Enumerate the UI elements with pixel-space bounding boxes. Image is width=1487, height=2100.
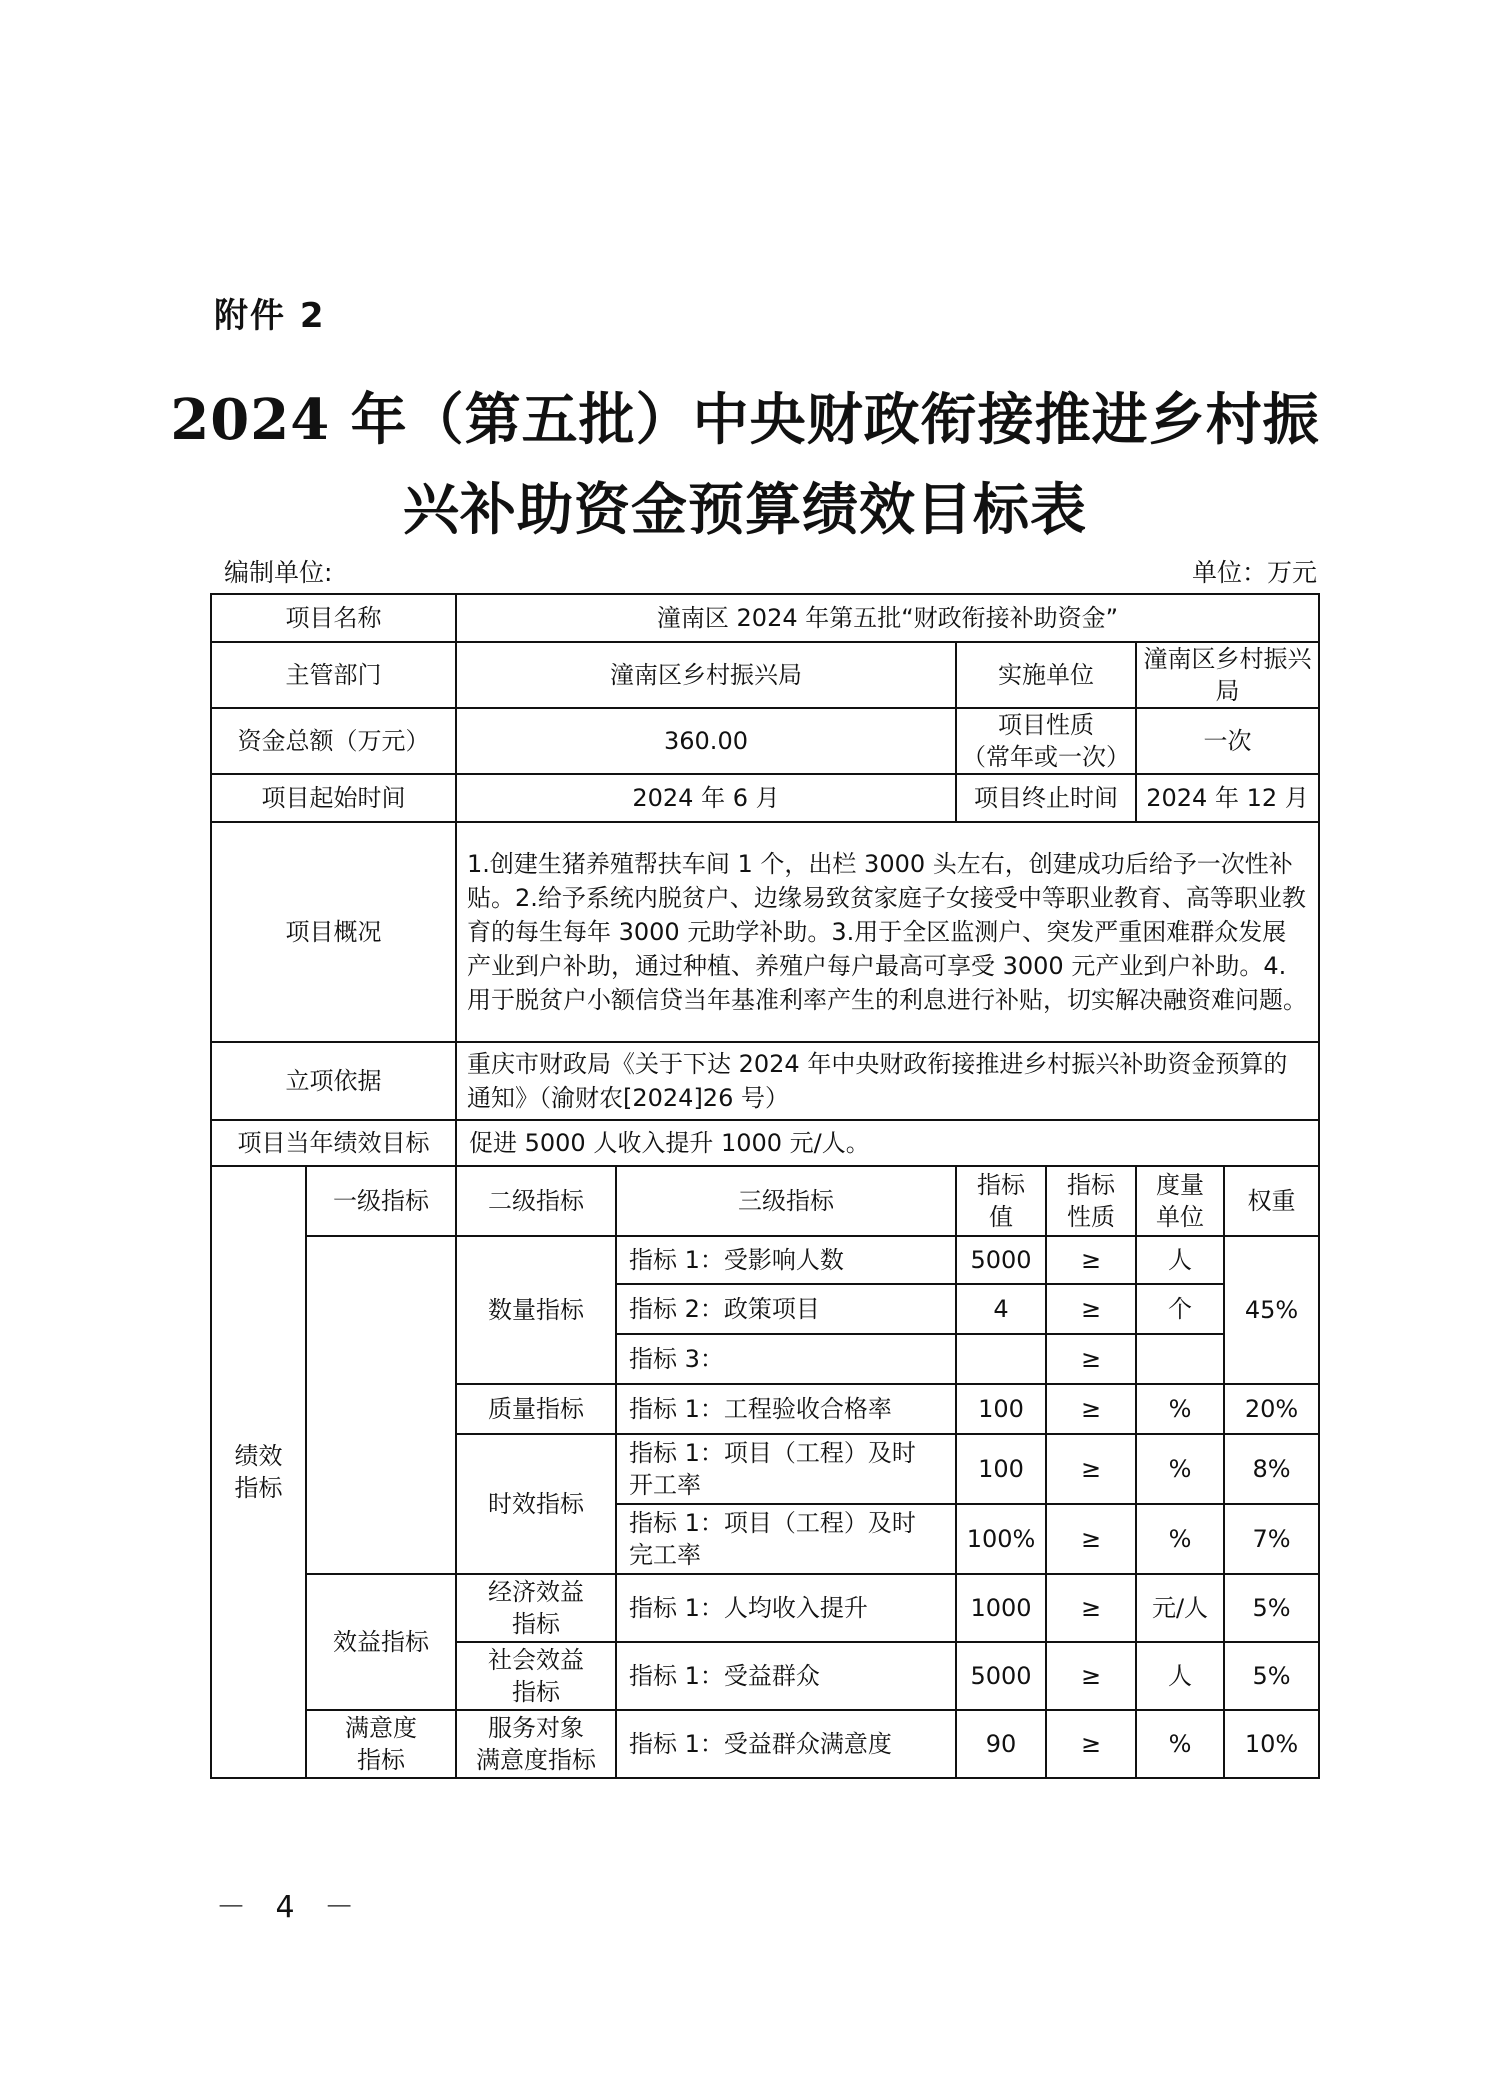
timeliness-2-unit: % [1136, 1504, 1224, 1574]
satisfaction-sub-line-1: 服务对象 [488, 1714, 584, 1742]
social-label [456, 1642, 616, 1710]
social-name: 指标 1：受益群众 [616, 1642, 956, 1710]
satisfaction-label [306, 1710, 456, 1778]
quality-label: 质量指标 [456, 1384, 616, 1434]
quantity-1-unit: 人 [1136, 1236, 1224, 1284]
dept-label: 主管部门 [211, 642, 456, 708]
social-label-line-2: 指标 [512, 1678, 560, 1706]
row-benefit-economic [211, 1574, 1319, 1642]
row-project-name [211, 594, 1319, 642]
row-quantity-1 [211, 1236, 1319, 1284]
timeliness-1-name-line-2: 开工率 [629, 1471, 701, 1499]
timeliness-1-name-line-1: 指标 1：项目（工程）及时 [629, 1439, 916, 1467]
goal-value: 促进 5000 人收入提升 1000 元/人。 [456, 1120, 1319, 1166]
row-indicator-header [211, 1166, 1319, 1236]
quantity-3-value [956, 1334, 1046, 1384]
section-label-line-1: 绩效 [234, 1442, 283, 1470]
timeliness-1-unit: % [1136, 1434, 1224, 1504]
row-overview [211, 822, 1319, 1042]
attachment-label: 附件 2 [214, 296, 326, 336]
quantity-2-nature: ≥ [1046, 1284, 1136, 1334]
satisfaction-sub-label [456, 1710, 616, 1778]
quality-name: 指标 1：工程验收合格率 [616, 1384, 956, 1434]
social-value: 5000 [956, 1642, 1046, 1710]
satisfaction-weight: 10% [1224, 1710, 1319, 1778]
overview-label: 项目概况 [211, 822, 456, 1042]
economic-weight: 5% [1224, 1574, 1319, 1642]
quality-value: 100 [956, 1384, 1046, 1434]
quality-unit: % [1136, 1384, 1224, 1434]
social-unit: 人 [1136, 1642, 1224, 1710]
quantity-2-name: 指标 2：政策项目 [616, 1284, 956, 1334]
timeliness-2-nature: ≥ [1046, 1504, 1136, 1574]
satisfaction-nature: ≥ [1046, 1710, 1136, 1778]
satisfaction-unit: % [1136, 1710, 1224, 1778]
header-level1: 一级指标 [306, 1166, 456, 1236]
header-unit [1136, 1166, 1224, 1236]
document-title-line-2: 兴补助资金预算绩效目标表 [403, 477, 1087, 543]
row-basis [211, 1042, 1319, 1120]
satisfaction-name: 指标 1：受益群众满意度 [616, 1710, 956, 1778]
quality-nature: ≥ [1046, 1384, 1136, 1434]
timeliness-1-name [616, 1434, 956, 1504]
goal-label: 项目当年绩效目标 [211, 1120, 456, 1166]
timeliness-1-nature: ≥ [1046, 1434, 1136, 1504]
timeliness-2-name-line-2: 完工率 [629, 1541, 701, 1569]
quantity-2-value: 4 [956, 1284, 1046, 1334]
end-value: 2024 年 12 月 [1136, 774, 1319, 822]
timeliness-2-name-line-1: 指标 1：项目（工程）及时 [629, 1509, 916, 1537]
satisfaction-value: 90 [956, 1710, 1046, 1778]
header-unit-line-1: 度量 [1156, 1171, 1204, 1199]
basis-label: 立项依据 [211, 1042, 456, 1120]
timeliness-2-weight: 7% [1224, 1504, 1319, 1574]
impl-label: 实施单位 [956, 642, 1136, 708]
timeliness-2-value: 100% [956, 1504, 1046, 1574]
quantity-weight: 45% [1224, 1236, 1319, 1384]
nature-label [956, 708, 1136, 774]
quantity-3-nature: ≥ [1046, 1334, 1136, 1384]
row-satisfaction [211, 1710, 1319, 1778]
timeliness-label: 时效指标 [456, 1434, 616, 1574]
timeliness-2-name [616, 1504, 956, 1574]
dept-value: 潼南区乡村振兴局 [456, 642, 956, 708]
economic-label-line-2: 指标 [512, 1610, 560, 1638]
project-name-label: 项目名称 [211, 594, 456, 642]
unit-label: 单位：万元 [1191, 558, 1317, 587]
header-nature [1046, 1166, 1136, 1236]
economic-nature: ≥ [1046, 1574, 1136, 1642]
benefit-label: 效益指标 [306, 1574, 456, 1710]
economic-label [456, 1574, 616, 1642]
quantity-3-name: 指标 3： [616, 1334, 956, 1384]
overview-value: 1.创建生猪养殖帮扶车间 1 个，出栏 3000 头左右，创建成功后给予一次性补贴。2.给予系统内脱贫户、边缘易致贫家庭子女接受中等职业教育、高等职业教育的每生每年 3000 元助学补助。3.用于全区监测户、突发严重困难群众发展产业到户补助，通过种植、养殖户每户最高可享受 3000 元产业到户补助。4.用于脱贫户小额信贷当年基准利率产生的利息进行补贴，切实解决融资难问题。 [456, 822, 1319, 1042]
row-department [211, 642, 1319, 708]
quantity-3-unit [1136, 1334, 1224, 1384]
social-weight: 5% [1224, 1642, 1319, 1710]
basis-value: 重庆市财政局《关于下达 2024 年中央财政衔接推进乡村振兴补助资金预算的通知》（渝财农[2024]26 号） [456, 1042, 1319, 1120]
economic-label-line-1: 经济效益 [488, 1578, 584, 1606]
document-title-line-1: 2024 年（第五批）中央财政衔接推进乡村振 [170, 387, 1320, 453]
row-total-funds [211, 708, 1319, 774]
performance-section-label [211, 1166, 306, 1778]
quantity-2-unit: 个 [1136, 1284, 1224, 1334]
total-value: 360.00 [456, 708, 956, 774]
header-value-line-1: 指标 [977, 1171, 1025, 1199]
project-name-value: 潼南区 2024 年第五批“财政衔接补助资金” [456, 594, 1319, 642]
start-value: 2024 年 6 月 [456, 774, 956, 822]
header-value [956, 1166, 1046, 1236]
satisfaction-sub-line-2: 满意度指标 [476, 1746, 596, 1774]
economic-unit: 元/人 [1136, 1574, 1224, 1642]
start-label: 项目起始时间 [211, 774, 456, 822]
row-annual-goal [211, 1120, 1319, 1166]
nature-label-line-2: （常年或一次） [962, 743, 1130, 771]
section-label-line-2: 指标 [234, 1474, 283, 1502]
header-level2: 二级指标 [456, 1166, 616, 1236]
nature-label-line-1: 项目性质 [998, 711, 1094, 739]
economic-name: 指标 1：人均收入提升 [616, 1574, 956, 1642]
prepared-by-label: 编制单位: [224, 558, 333, 587]
header-nature-line-2: 性质 [1067, 1203, 1115, 1231]
social-label-line-1: 社会效益 [488, 1646, 584, 1674]
quantity-1-value: 5000 [956, 1236, 1046, 1284]
quantity-1-name: 指标 1：受影响人数 [616, 1236, 956, 1284]
impl-value: 潼南区乡村振兴局 [1136, 642, 1319, 708]
satisfaction-label-line-2: 指标 [357, 1746, 405, 1774]
header-unit-line-2: 单位 [1156, 1203, 1204, 1231]
social-nature: ≥ [1046, 1642, 1136, 1710]
header-level3: 三级指标 [616, 1166, 956, 1236]
quantity-label: 数量指标 [456, 1236, 616, 1384]
quantity-1-nature: ≥ [1046, 1236, 1136, 1284]
performance-target-table [210, 593, 1320, 1779]
row-dates [211, 774, 1319, 822]
page-number: － 4 － [216, 1890, 365, 1925]
end-label: 项目终止时间 [956, 774, 1136, 822]
economic-value: 1000 [956, 1574, 1046, 1642]
output-indicator-blank [306, 1236, 456, 1574]
timeliness-1-value: 100 [956, 1434, 1046, 1504]
header-weight: 权重 [1224, 1166, 1319, 1236]
timeliness-1-weight: 8% [1224, 1434, 1319, 1504]
satisfaction-label-line-1: 满意度 [345, 1714, 417, 1742]
header-value-line-2: 值 [989, 1203, 1013, 1231]
header-nature-line-1: 指标 [1067, 1171, 1115, 1199]
total-label: 资金总额（万元） [211, 708, 456, 774]
quality-weight: 20% [1224, 1384, 1319, 1434]
nature-value: 一次 [1136, 708, 1319, 774]
